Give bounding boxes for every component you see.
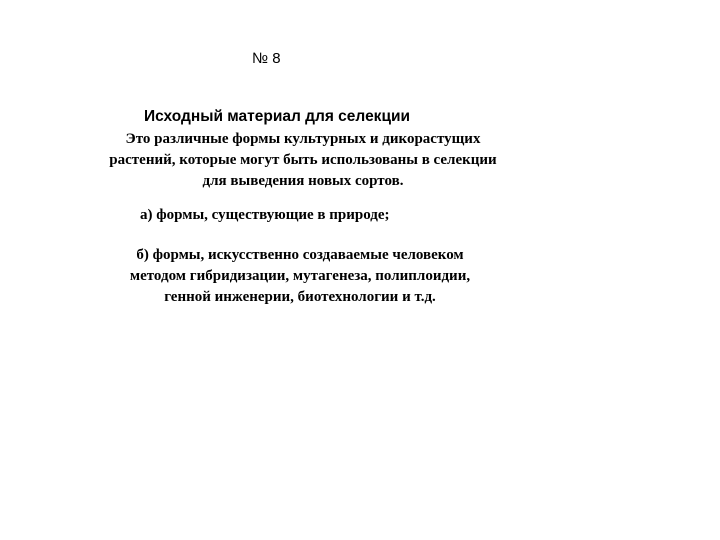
list-item-b-line: методом гибридизации, мутагенеза, полиплоидии, [129, 268, 471, 284]
list-item-b-line: б) формы, искусственно создаваемые человеком [136, 247, 464, 263]
definition-line: растений, которые могут быть использованы в селекции [109, 152, 497, 168]
slide-number: № 8 [252, 50, 281, 67]
definition-paragraph [56, 129, 550, 192]
list-item-a-text: а) формы, существующие в природе; [140, 207, 390, 223]
slide-title: Исходный материал для селекции [143, 108, 411, 125]
list-item-a [140, 205, 460, 226]
list-item-b-line: генной инженерии, биотехнологии и т.д. [164, 289, 436, 305]
definition-line: Это различные формы культурных и дикорастущих [125, 131, 481, 147]
definition-line: для выведения новых сортов. [202, 173, 404, 189]
list-item-b [60, 245, 540, 308]
